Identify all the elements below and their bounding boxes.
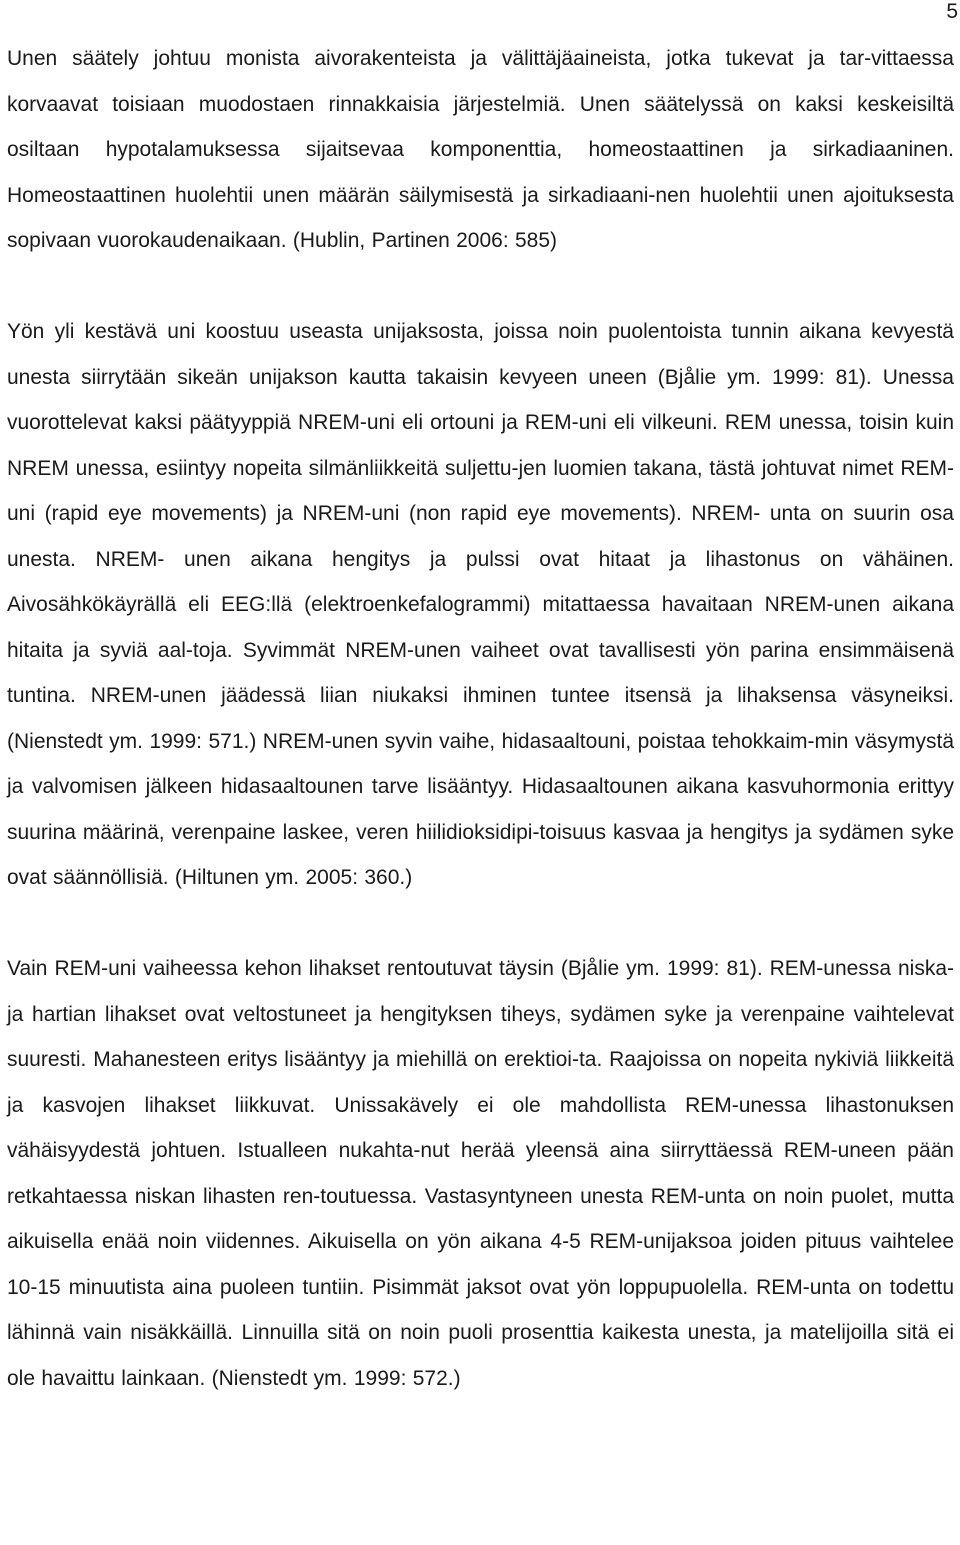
document-body	[7, 36, 954, 1401]
paragraph-spacer	[7, 901, 954, 947]
paragraph-sleep-regulation: Unen säätely johtuu monista aivorakenteista ja välittäjäaineista, jotka tukevat ja tar-vittaessa korvaavat toisiaan muodostaen rinnakkaisia järjestelmiä. Unen säätelyssä on kaksi keskeisiltä osiltaan hypotalamuksessa sijaitsevaa komponenttia, homeostaattinen ja sirkadiaaninen. Homeostaattinen huolehtii unen määrän säilymisestä ja sirkadiaani-nen huolehtii unen ajoituksesta sopivaan vuorokaudenaikaan. (Hublin, Partinen 2006: 585)	[7, 47, 954, 252]
paragraph-rem-sleep: Vain REM-uni vaiheessa kehon lihakset rentoutuvat täysin (Bjålie ym. 1999: 81). REM-unessa niska- ja hartian lihakset ovat veltostuneet ja hengityksen tiheys, sydämen syke ja verenpaine vaihtelevat suuresti. Mahanesteen eritys lisääntyy ja miehillä on erektioi-ta. Raajoissa on nopeita nykiviä liikkeitä ja kasvojen lihakset liikkuvat. Unissakävely ei ole mahdollista REM-unessa lihastonuksen vähäisyydestä johtuen. Istualleen nukahta-nut herää yleensä aina siirryttäessä REM-uneen pään retkahtaessa niskan lihasten ren-toutuessa. Vastasyntyneen unesta REM-unta on noin puolet, mutta aikuisella enää noin viidennes. Aikuisella on yön aikana 4-5 REM-unijaksoa joiden pituus vaihtelee 10-15 minuutista aina puoleen tuntiin. Pisimmät jaksot ovat yön loppupuolella. REM-unta on todettu lähinnä vain nisäkkäillä. Linnuilla sitä on noin puoli prosenttia kaikesta unesta, ja matelijoilla sitä ei ole havaittu lainkaan. (Nienstedt ym. 1999: 572.)	[7, 957, 954, 1390]
page-number: 5	[946, 0, 958, 23]
paragraph-sleep-cycles-nrem: Yön yli kestävä uni koostuu useasta unijaksosta, joissa noin puolentoista tunnin aikana kevyestä unesta siirrytään sikeän unijakson kautta takaisin kevyeen uneen (Bjålie ym. 1999: 81). Unessa vuorottelevat kaksi päätyyppiä NREM-uni eli ortouni ja REM-uni eli vilkeuni. REM unessa, toisin kuin NREM unessa, esiintyy nopeita silmänliikkeitä suljettu-jen luomien takana, tästä johtuvat nimet REM-uni (rapid eye movements) ja NREM-uni (non rapid eye movements). NREM- unta on suurin osa unesta. NREM- unen aikana hengitys ja pulssi ovat hitaat ja lihastonus on vähäinen. Aivosähkökäyrällä eli EEG:llä (elektroenkefalogrammi) mitattaessa havaitaan NREM-unen aikana hitaita ja syviä aal-toja. Syvimmät NREM-unen vaiheet ovat tavallisesti yön parina ensimmäisenä tuntina. NREM-unen jäädessä liian niukaksi ihminen tuntee itsensä ja lihaksensa väsyneiksi. (Nienstedt ym. 1999: 571.) NREM-unen syvin vaihe, hidasaaltouni, poistaa tehokkaim-min väsymystä ja valvomisen jälkeen hidasaaltounen tarve lisääntyy. Hidasaaltounen aikana kasvuhormonia erittyy suurina määrinä, verenpaine laskee, veren hiilidioksidipi-toisuus kasvaa ja hengitys ja sydämen syke ovat säännöllisiä. (Hiltunen ym. 2005: 360.)	[7, 320, 954, 889]
paragraph-spacer	[7, 264, 954, 310]
